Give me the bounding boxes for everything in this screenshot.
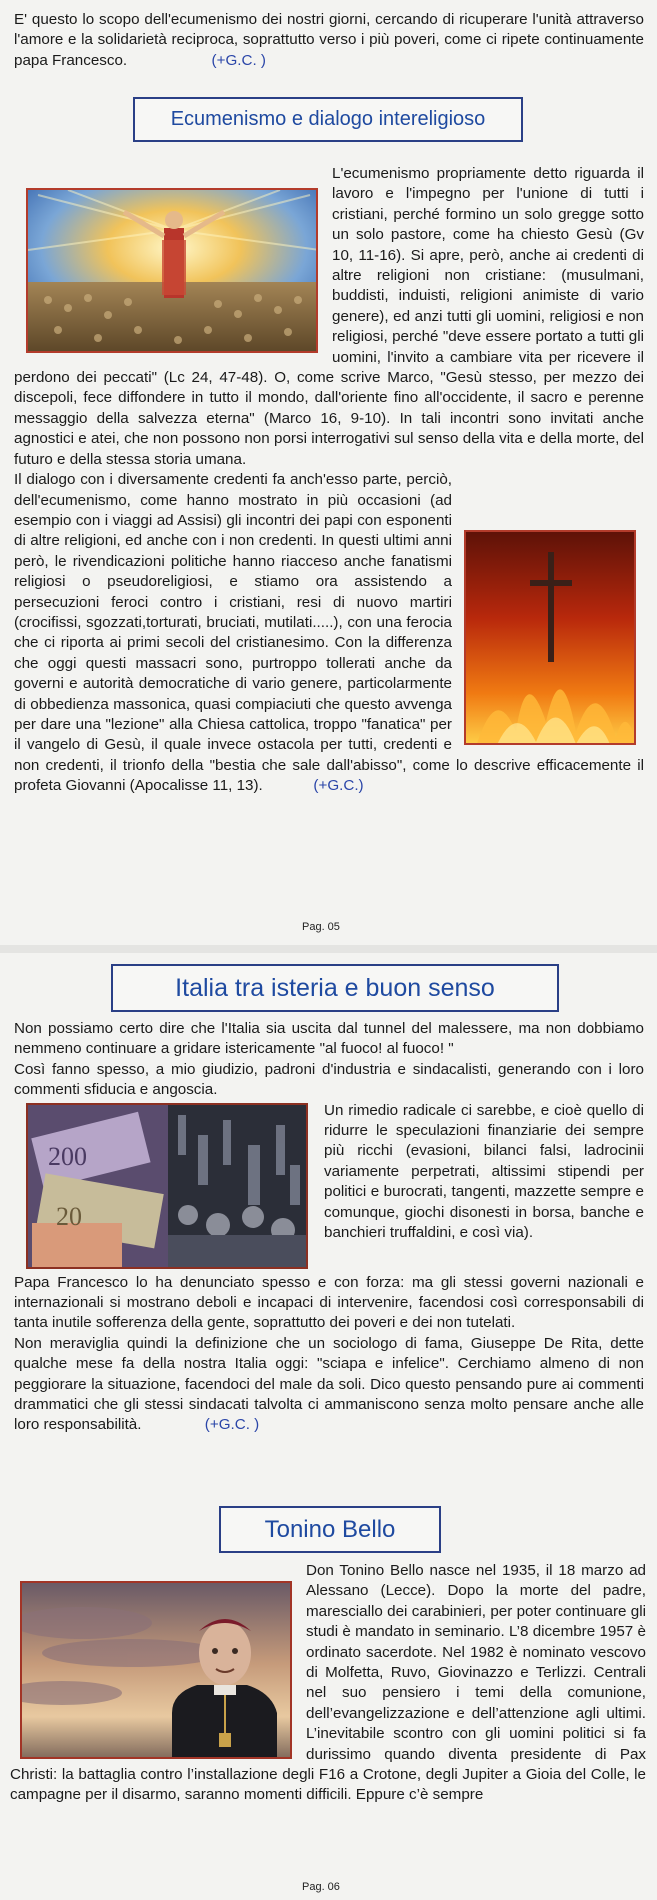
- page-number: Pag. 05: [302, 921, 340, 933]
- section3-paragraph1: Don Tonino Bello nasce nel 1935, il 18 marzo ad Alessano (Lecce). Dopo la morte del padre, maresciallo dei carabinieri, per poter continuare gli studi è mandato in seminario. L’8 dicembre 1957 è ordinato sacerdote. Nel 1982 è nominato vescovo di Molfetta, Ruvo, Giovinazzo e Terlizzi. Centrali nel suo pensiero i temi della comunione, dell’evangelizzazione e dell’attenzione agli ultimi. L’inevitabile scontro con gli uomini politici si fa durissimo quando diventa presidente di Pax Christi: la battaglia contro l’installazione degli F16 a Crotone, degli Jupiter a Gioia del Colle, le campagne per il disarmo, saranno momenti difficili. Eppure c’è sempre: [10, 1561, 646, 1806]
- bishop-portrait-image: [20, 1581, 292, 1759]
- page-05: [0, 0, 657, 945]
- section2-paragraph3: 200 20 Un rimedio radicale ci sarebbe, e cioè quello di ridurre le speculazioni finanziarie dei sempre più ricchi (evasioni, bilanci falsi, ladrocinii variamente perpetrati, altissimi stipendi per politici e burocrati, tangenti, mazzette sempre e comunque, giochi disonesti in borsa, banche e banchieri truffaldini, e così via).: [14, 1101, 644, 1244]
- intro-paragraph: E' questo lo scopo dell'ecumenismo dei nostri giorni, cercando di ricuperare l'unità attraverso l'amore e la solidarietà reciproca, soprattutto verso i più poveri, come ci ripete continuamente papa Francesco. (+G.C. ): [14, 11, 644, 69]
- svg-text:200: 200: [48, 1141, 87, 1171]
- section1-paragraph1: L'ecumenismo propriamente detto riguarda il lavoro e l'impegno per l'unione di tutti i cristiani, perché formino un solo gregge sotto un solo pastore, come ha chiesto Gesù (Gv 10, 11-16). Si apre, però, anche ai credenti di altre religioni non cristiane: (musulmani, buddisti, induisti, religioni animiste di vario genere), ed anzi tutti gli uomini, religiosi e non religiosi, perché "deve essere portato a tutti gli uomini, l'invito a cambiare vita per ricevere il perdono dei peccati" (Lc 24, 47-48). O, come scrive Marco, "Gesù stesso, per mezzo dei discepoli, fece diffondere in tutto il mondo, dall'oriente fino all'occidente, il sacro e perenne messaggio della salvezza eterna" (Marco 16, 9-10). In tali incontri sono invitati anche agnostici e atei, che non possono non porsi interrogativi sul senso della vita e della morte, del futuro e della stessa storia umana.: [14, 165, 644, 468]
- intro-signature: (+G.C. ): [211, 51, 266, 69]
- jesus-crowd-image: [26, 188, 318, 353]
- page-separator: [0, 945, 657, 953]
- section2-paragraph5: Non meraviglia quindi la definizione che un sociologo di fama, Giuseppe De Rita, dette qualche mese fa della nostra Italia oggi: "sciapa e infelice". Cerchiamo almeno di non peggiorare la situazione, facendoci del male da soli. Dico questo pensando pure ai commenti drammatici che gli stessi sindacati talvolta ci ammaniscono senza molto pensare anche alle loro responsabilità. (+G.C. ): [14, 1334, 644, 1434]
- svg-text:20: 20: [56, 1201, 82, 1231]
- section-title-italia: Italia tra isteria e buon senso: [111, 964, 559, 1012]
- section1-signature: (+G.C.): [313, 777, 364, 795]
- section-title-tonino-bello: Tonino Bello: [219, 1506, 441, 1553]
- section2-paragraph1: Non possiamo certo dire che l'Italia sia uscita dal tunnel del malessere, ma non dobbiamo nemmeno continuare a gridare istericamente "al fuoco! al fuoco! ": [14, 1020, 644, 1058]
- money-stock-market-image: [26, 1103, 308, 1269]
- section1-paragraph2: Il dialogo con i diversamente credenti fa anch'esso parte, perciò, dell'ecumenismo, come hanno mostrato in più occasioni (ad esempio con i viaggi ad Assisi) gli incontri dei papi con esponenti di altre religioni, ed anche con i non credenti. In questi ultimi anni però, le rivendicazioni politiche hanno riacceso anche fanatismi religiosi o pseudoreligiosi, e stiamo ora assistendo a persecuzioni feroci contro i cristiani, resi di nuovo martiri (crocifissi, sgozzati,torturati, bruciati, mutilati.....), con una ferocia che ci riporta ai primi secoli del cristianesimo. Con la differenza che oggi questi massacri sono, purtroppo tollerati anche da governi e autorità democratiche di vario genere, particolarmente di obbedienza massonica, quasi compiaciuti che questo avvenga per dare una "lezione" alla Chiesa cattolica, troppo "fanatica" per il vangelo di Gesù, il quale invece ostacola per tutti, credenti e non credenti, il trionfo della "bestia che sale dall'abisso", come lo descrive efficacemente il profeta Giovanni (Apocalisse 11, 13). (+G.C.): [14, 471, 644, 795]
- section2-signature: (+G.C. ): [204, 1416, 260, 1434]
- section-title-ecumenismo: Ecumenismo e dialogo intereligioso: [133, 97, 523, 142]
- page-06: [0, 953, 657, 1900]
- section2-paragraph2: Così fanno spesso, a mio giudizio, padroni d'industria e sindacalisti, generando con i loro commenti sfiducia e angoscia.: [14, 1060, 644, 1099]
- section2-paragraph4: Papa Francesco lo ha denunciato spesso e con forza: ma gli stessi governi nazionali e internazionali si mostrano deboli e incapaci di intervenire, facendosi così corresponsabili di tanta inutile sofferenza della gente, soprattutto dei poveri e dei non tutelati.: [14, 1273, 644, 1332]
- page-number: Pag. 06: [302, 1881, 340, 1893]
- burning-cross-image: [464, 530, 636, 745]
